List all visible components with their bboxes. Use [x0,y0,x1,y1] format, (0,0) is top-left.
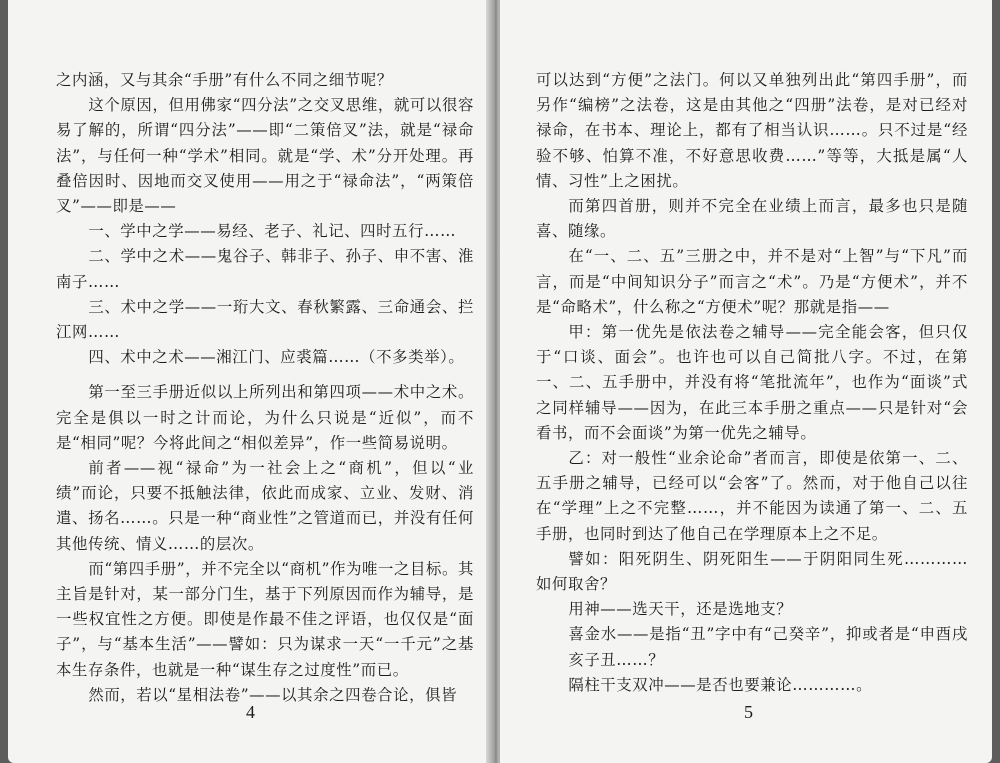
left-paragraph-1: 之内涵，又与其余“手册”有什么不同之细节呢？ [56,71,393,89]
left-page-text [56,68,474,708]
right-paragraph-2: 而第四首册，则并不完全在业绩上而言，最多也只是随喜、随缘。 [536,197,968,241]
right-page-text [536,68,968,698]
right-paragraph-example: 譬如：阳死阴生、阴死阳生——于阴阳同生死…………如何取舍？ [536,549,968,594]
right-paragraph-1: 可以达到“方便”之法门。何以又单独列出此“第四手册”，而另作“编榜”之法卷，这是由其他之“四册”法卷，是对已经对禄命，在书本、理论上，都有了相当认识……。只不过是“经验不够、怕算不准，不好意思收费……”等等，大抵是属“人情、习性”上之困扰。 [536,71,968,190]
right-question-3: 隔柱干支双冲——是否也要兼论…………。 [568,675,873,694]
left-paragraph-4: 前者——视“禄命”为一社会上之“商机”，但以“业绩”而论，只要不抵触法律，依此而成家、立业、发财、消遣、扬名……。只是一种“商业性”之管道而已，并没有任何其他传统、情义……的层次。 [56,459,474,553]
left-paragraph-2: 这个原因，但用佛家“四分法”之交叉思维，就可以很容易了解的，所谓“四分法”——即“二策倍叉”法，就是“禄命法”，与任何一种“学术”相同。就是“学、术”分开处理。再叠倍因时、因地而交叉使用——用之于“禄命法”，“两策倍叉”——即是—— [56,96,474,216]
right-question-2: 喜金水——是指“丑”字中有“己癸辛”，抑或者是“申酉戌亥子丑……？ [568,625,968,669]
left-list-item-3: 三、术中之学——一珩大文、春秋繁露、三命通会、拦江网…… [56,297,474,342]
left-list-item-2: 二、学中之术——鬼谷子、韩非子、孙子、申不害、淮南子…… [56,247,474,291]
right-page-number: 5 [744,702,753,722]
right-page [500,0,992,763]
left-page [8,0,492,763]
right-paragraph-jia: 甲：第一优先是依法卷之辅导——完全能会客，但只仅于“口谈、面会”。也许也可以自己简批八字。不过，在第一、二、五手册中，并没有将“笔批流年”，也作为“面谈”式之同样辅导——因为，在此三本手册之重点——只是针对“会看书，而不会面谈”为第一优先之辅导。 [536,323,968,442]
right-paragraph-yi: 乙：对一般性“业余论命”者而言，即使是依第一、二、五手册之辅导，已经可以“会客”了。然而，对于他自己以往在“学理”上之不完整……，并不能因为读通了第一、二、五手册，也同时到达了他自己在学理原本上之不足。 [536,449,968,543]
left-paragraph-5: 而“第四手册”，并不完全以“商机”作为唯一之目标。其主旨是针对，某一部分门生，基于下列原因而作为辅导，是一些权宜性之方便。即使是作最不佳之评语，也仅仅是“面子”，与“基本生活”——譬如：只为谋求一天“一千元”之基本生存条件，也就是一种“谋生存之过度性”而已。 [56,559,474,679]
left-list-item-4: 四、术中之术——湘江门、应裘篇……（不多类举）。 [88,348,465,367]
left-paragraph-3: 第一至三手册近似以上所列出和第四项——术中之术。完全是俱以一时之计而论，为什么只说是“近似”，而不是“相同”呢？今将此间之“相似差异”，作一些简易说明。 [56,383,474,452]
left-page-number: 4 [246,702,255,722]
left-paragraph-gap [56,370,474,380]
left-paragraph-6: 然而，若以“星相法卷”——以其余之四卷合论，俱皆 [88,685,458,704]
left-list-item-1: 一、学中之学——易经、老子、礼记、四时五行…… [88,222,457,241]
right-paragraph-3: 在“一、二、五”三册之中，并不是对“上智”与“下凡”而言，而是“中间知识分子”而言之“术”。乃是“方便术”，并不是“命略术”，什么称之“方便术”呢？那就是指—— [536,247,968,316]
right-question-1: 用神——选天干，还是选地支？ [568,600,793,619]
